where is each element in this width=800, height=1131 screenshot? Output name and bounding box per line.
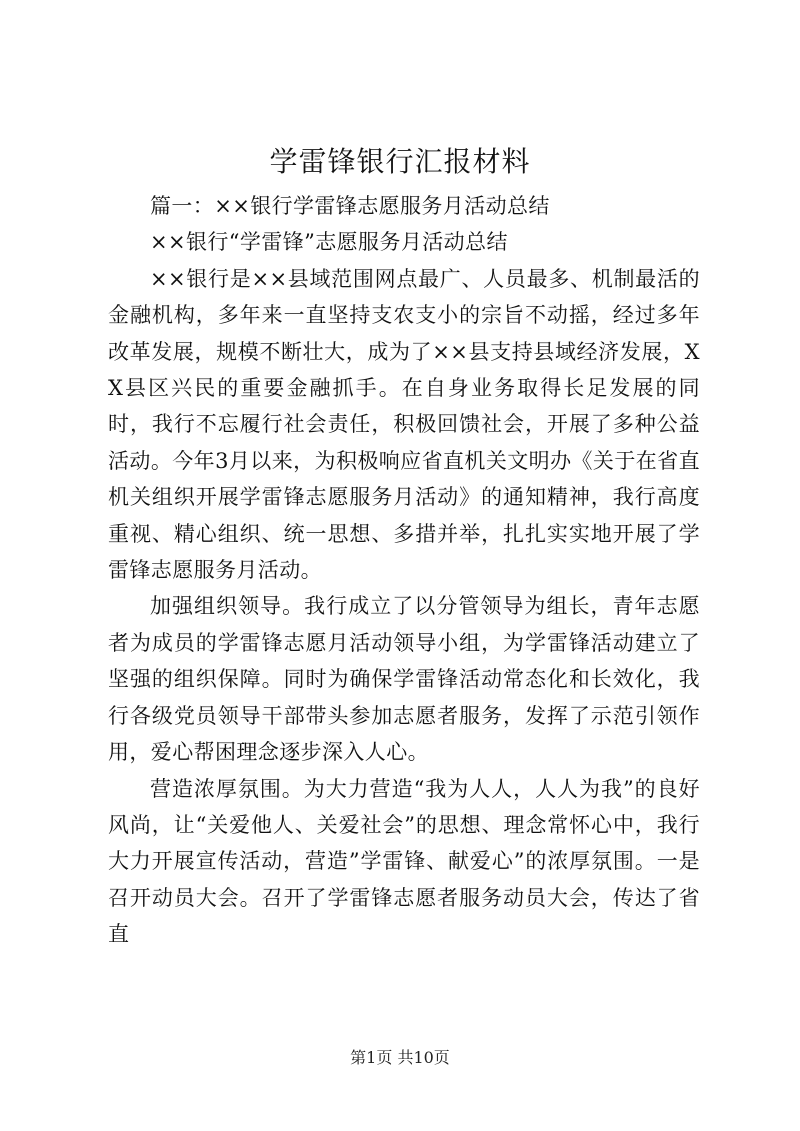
document-title: 学雷锋银行汇报材料 <box>269 145 531 178</box>
subheading: ××银行“学雷锋”志愿服务月活动总结 <box>150 230 508 255</box>
section-heading: 篇一：××银行学雷锋志愿服务月活动总结 <box>150 194 550 218</box>
paragraph-atmosphere: 营造浓厚氛围。为大力营造“我为人人，人人为我”的良好风尚，让“关爱他人、关爱社会”的思想、理念常怀心中，我行大力开展宣传活动，营造”学雷锋、献爱心”的浓厚氛围。一是召开动员大会。召开了学雷锋志愿者服务动员大会，传达了省直 <box>108 776 700 947</box>
paragraph-organization: 加强组织领导。我行成立了以分管领导为组长，青年志愿者为成员的学雷锋志愿月活动领导小组，为学雷锋活动建立了坚强的组织保障。同时为确保学雷锋活动常态化和长效化，我行各级党员领导干部带头参加志愿者服务，发挥了示范引领作用，爱心帮困理念逐步深入人心。 <box>108 594 700 765</box>
page-footer: 第1页 共10页 <box>350 1048 450 1067</box>
paragraph-intro: ××银行是××县域范围网点最广、人员最多、机制最活的金融机构，多年来一直坚持支农支小的宗旨不动摇，经过多年改革发展，规模不断壮大，成为了××县支持县域经济发展，XX县区兴民的重要金融抓手。在自身业务取得长足发展的同时，我行不忘履行社会责任，积极回馈社会，开展了多种公益活动。今年3月以来，为积极响应省直机关文明办《关于在省直机关组织开展学雷锋志愿服务月活动》的通知精神，我行高度重视、精心组织、统一思想、多措并举，扎扎实实地开展了学雷锋志愿服务月活动。 <box>108 266 700 583</box>
document-body <box>108 188 700 953</box>
